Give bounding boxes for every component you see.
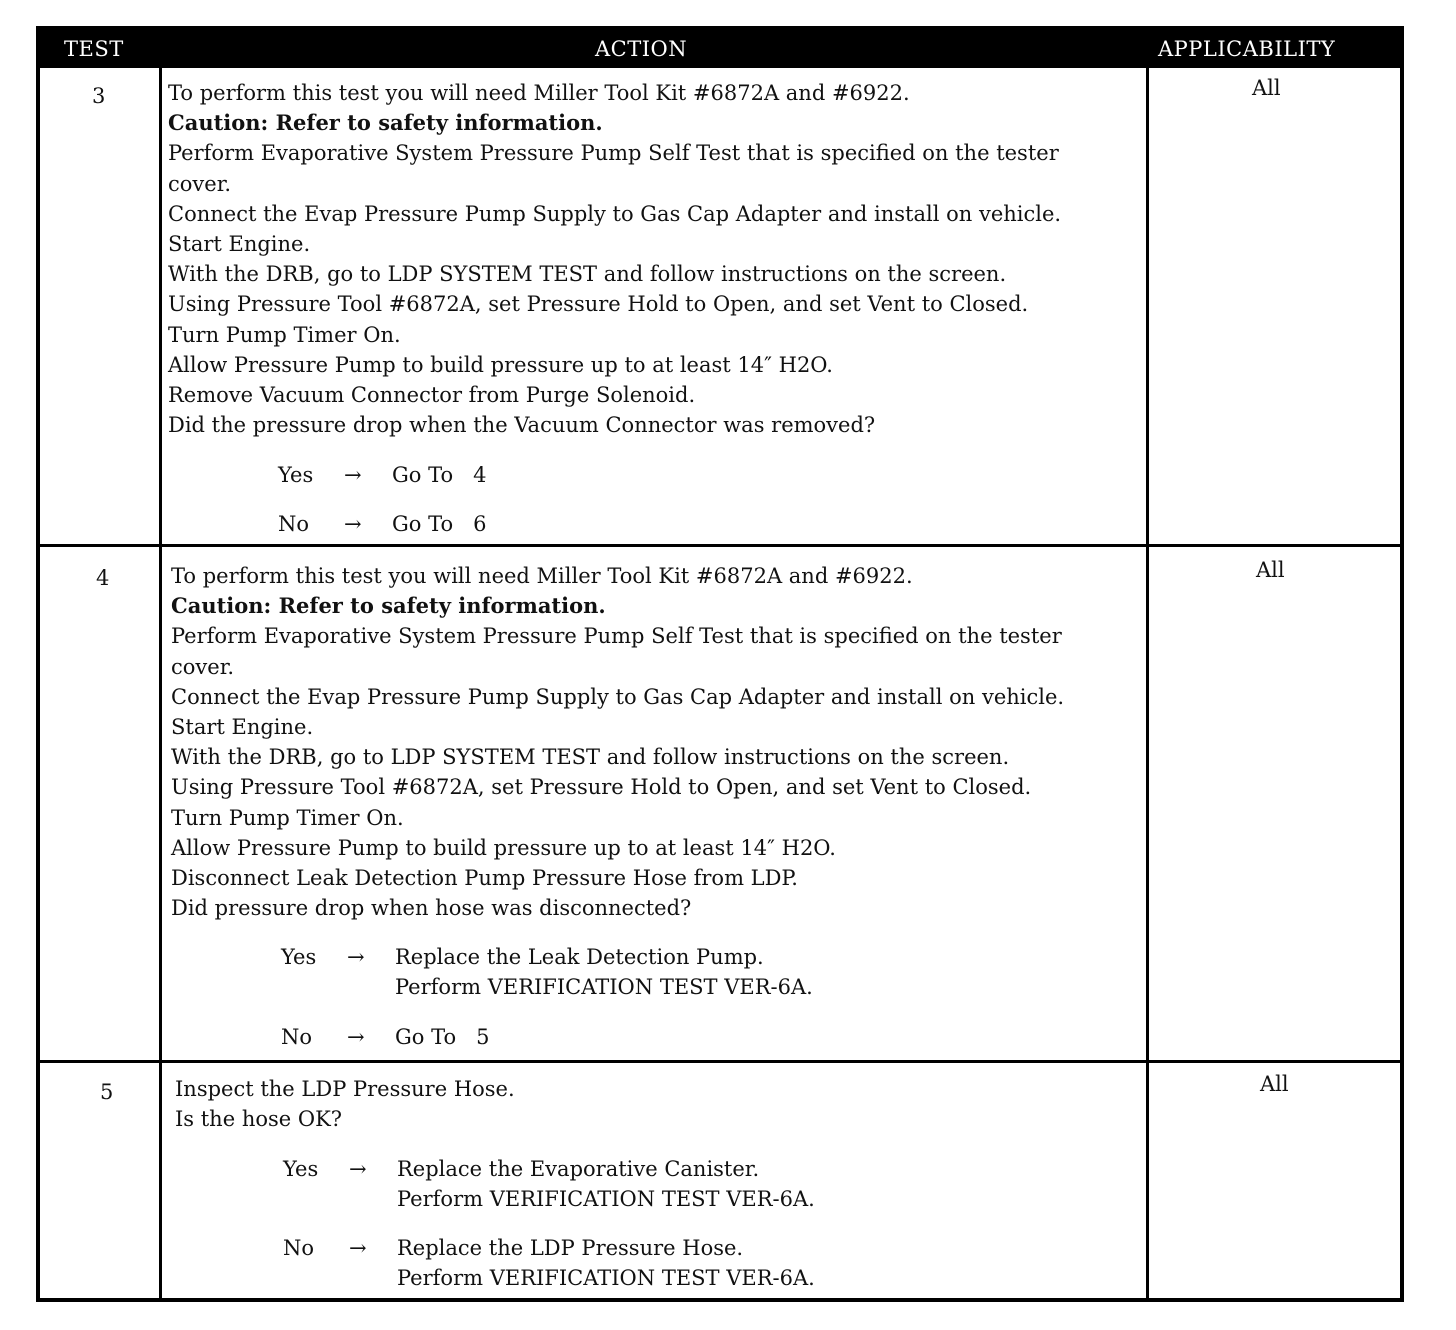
action-line: Allow Pressure Pump to build pressure up to at least 14″ H2O.	[171, 835, 836, 860]
applicability-value: All	[1256, 558, 1285, 582]
arrow-icon: →	[347, 945, 365, 969]
answer-result	[395, 942, 813, 1002]
divider-test-action	[159, 68, 162, 1302]
answer-key: No	[283, 1236, 315, 1260]
answer-key: No	[278, 512, 310, 536]
answer-result: Go To 5	[395, 1025, 490, 1049]
test-number: 3	[92, 84, 106, 108]
answer-result-line: Replace the LDP Pressure Hose.	[397, 1236, 744, 1260]
caution-line: Caution: Refer to safety information.	[168, 110, 603, 136]
action-line: Turn Pump Timer On.	[168, 322, 401, 347]
answer-result-line: Replace the Leak Detection Pump.	[395, 945, 764, 969]
action-line: Using Pressure Tool #6872A, set Pressure Hold to Open, and set Vent to Closed.	[168, 292, 1029, 317]
answer-result-line: Perform VERIFICATION TEST VER-6A.	[395, 975, 813, 999]
answer-result-line: Replace the Evaporative Canister.	[397, 1157, 760, 1181]
row-divider	[40, 1060, 1400, 1063]
action-line: Perform Evaporative System Pressure Pump Self Test that is specified on the tester	[171, 624, 1062, 649]
action-line: cover.	[171, 654, 235, 679]
header-test: TEST	[64, 37, 124, 61]
arrow-icon: →	[349, 1236, 367, 1260]
arrow-icon: →	[344, 463, 362, 487]
answer-key: Yes	[278, 463, 314, 487]
arrow-icon: →	[344, 512, 362, 536]
action-line: Did the pressure drop when the Vacuum Connector was removed?	[168, 413, 876, 438]
action-line: Connect the Evap Pressure Pump Supply to Gas Cap Adapter and install on vehicle.	[171, 684, 1065, 709]
applicability-value: All	[1252, 76, 1281, 100]
action-line: With the DRB, go to LDP SYSTEM TEST and follow instructions on the screen.	[168, 262, 1007, 287]
action-line: Disconnect Leak Detection Pump Pressure Hose from LDP.	[171, 866, 798, 891]
action-line: Perform Evaporative System Pressure Pump Self Test that is specified on the tester	[168, 141, 1059, 166]
action-line: Remove Vacuum Connector from Purge Solenoid.	[168, 383, 696, 408]
action-text	[175, 1074, 1165, 1134]
header-applicability: APPLICABILITY	[1158, 37, 1336, 61]
action-line: Did pressure drop when hose was disconnected?	[171, 896, 692, 921]
action-line: Using Pressure Tool #6872A, set Pressure Hold to Open, and set Vent to Closed.	[171, 775, 1032, 800]
action-line: Start Engine.	[168, 232, 311, 257]
action-text	[168, 78, 1158, 440]
action-line: To perform this test you will need Miller Tool Kit #6872A and #6922.	[168, 81, 910, 105]
table-header	[40, 30, 1400, 68]
arrow-icon: →	[349, 1157, 367, 1181]
diagnostic-table	[36, 26, 1404, 1302]
header-action: ACTION	[595, 37, 688, 61]
row-divider	[40, 544, 1400, 547]
arrow-icon: →	[347, 1025, 365, 1049]
answer-key: Yes	[283, 1157, 319, 1181]
action-line: Inspect the LDP Pressure Hose.	[175, 1077, 515, 1101]
action-line: Is the hose OK?	[175, 1107, 343, 1132]
answer-result: Go To 4	[392, 463, 487, 487]
action-line: To perform this test you will need Miller Tool Kit #6872A and #6922.	[171, 564, 913, 588]
action-line: cover.	[168, 171, 232, 196]
test-number: 4	[96, 566, 110, 590]
answer-result	[397, 1154, 815, 1214]
answer-result	[397, 1233, 815, 1293]
test-number: 5	[100, 1080, 114, 1104]
caution-line: Caution: Refer to safety information.	[171, 593, 606, 619]
answer-key: Yes	[281, 945, 317, 969]
action-line: Connect the Evap Pressure Pump Supply to Gas Cap Adapter and install on vehicle.	[168, 201, 1062, 226]
action-text	[171, 561, 1161, 923]
answer-result: Go To 6	[392, 512, 487, 536]
answer-result-line: Perform VERIFICATION TEST VER-6A.	[397, 1266, 815, 1290]
action-line: Turn Pump Timer On.	[171, 805, 404, 830]
action-line: Start Engine.	[171, 715, 314, 740]
applicability-value: All	[1260, 1072, 1289, 1096]
answer-key: No	[281, 1025, 313, 1049]
answer-result-line: Perform VERIFICATION TEST VER-6A.	[397, 1187, 815, 1211]
action-line: Allow Pressure Pump to build pressure up to at least 14″ H2O.	[168, 352, 833, 377]
action-line: With the DRB, go to LDP SYSTEM TEST and follow instructions on the screen.	[171, 745, 1010, 770]
